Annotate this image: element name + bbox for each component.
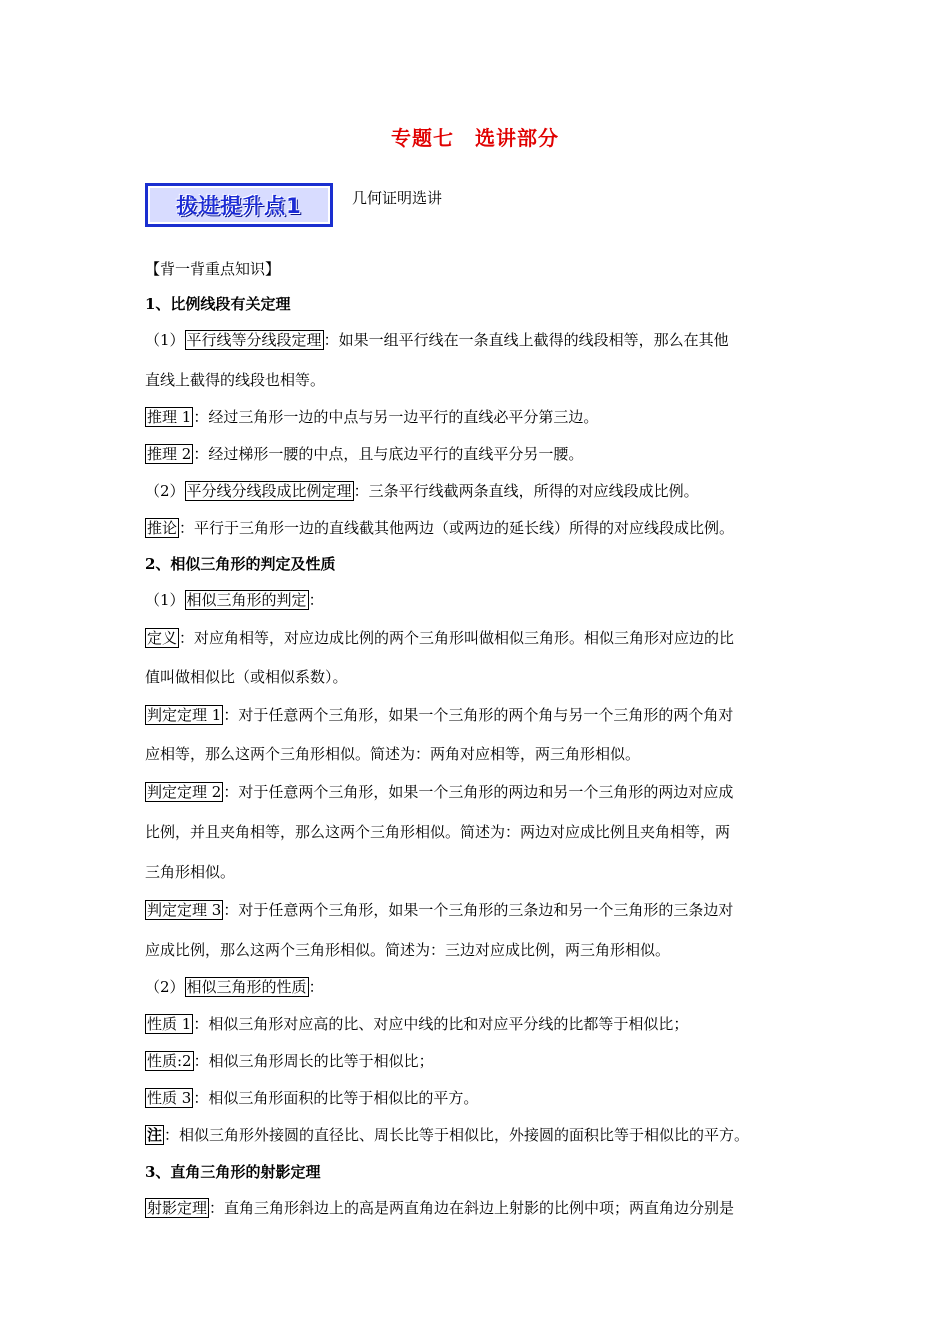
term-box: 判定定理 1 xyxy=(147,706,222,724)
section-caption: 几何证明选讲 xyxy=(352,189,443,207)
theorem-line: 判定定理 3 ：对于任意两个三角形，如果一个三角形的三条边和另一个三角形的三条边对 xyxy=(147,901,734,919)
theorem-line: （2） 平分线分线段成比例定理 ：三条平行线截两条直线，所得的对应线段成比例。 xyxy=(145,482,699,500)
theorem-line: 直线上截得的线段也相等。 xyxy=(145,371,326,389)
theorem-line: 推理 1 ：经过三角形一边的中点与另一边平行的直线必平分第三边。 xyxy=(147,408,599,426)
section-badge xyxy=(145,183,333,227)
note-box: 注 xyxy=(147,1126,163,1144)
term-box: 平行线等分线段定理 xyxy=(186,331,322,349)
theorem-line: 应成比例，那么这两个三角形相似。简述为：三边对应成比例，两三角形相似。 xyxy=(145,941,671,959)
term-box: 相似三角形的性质 xyxy=(186,978,307,996)
theorem-line: （2） 相似三角形的性质 ： xyxy=(145,978,324,996)
theorem-line: 射影定理 ：直角三角形斜边上的高是两直角边在斜边上射影的比例中项；两直角边分别是 xyxy=(147,1199,735,1217)
theorem-line: 性质:2 ：相似三角形周长的比等于相似比； xyxy=(147,1052,434,1070)
note-line: 注 ：相似三角形外接圆的直径比、周长比等于相似比，外接圆的面积比等于相似比的平方。 xyxy=(147,1126,750,1144)
theorem-line: 性质 3 ：相似三角形面积的比等于相似比的平方。 xyxy=(147,1089,479,1107)
theorem-line: 性质 1 ：相似三角形对应高的比、对应中线的比和对应平分线的比都等于相似比； xyxy=(147,1015,689,1033)
term-box: 性质:2 xyxy=(147,1052,192,1070)
term-box: 平分线分线段成比例定理 xyxy=(186,482,352,500)
section-badge-inner xyxy=(148,186,330,224)
term-box: 推理 1 xyxy=(147,408,192,426)
section-heading-3: 3、直角三角形的射影定理 xyxy=(145,1163,321,1181)
theorem-line: 推论 ：平行于三角形一边的直线截其他两边（或两边的延长线）所得的对应线段成比例。 xyxy=(147,519,735,537)
term-box: 推论 xyxy=(147,519,178,537)
theorem-line: 推理 2 ：经过梯形一腰的中点，且与底边平行的直线平分另一腰。 xyxy=(147,445,584,463)
theorem-line: （1） 相似三角形的判定 ： xyxy=(145,591,324,609)
term-box: 推理 2 xyxy=(147,445,192,463)
theorem-line: 应相等，那么这两个三角形相似。简述为：两角对应相等，两三角形相似。 xyxy=(145,745,641,763)
theorem-line: 判定定理 1 ：对于任意两个三角形，如果一个三角形的两个角与另一个三角形的两个角对 xyxy=(147,706,734,724)
page-title: 专题七 选讲部分 xyxy=(391,126,559,150)
theorem-line: 值叫做相似比（或相似系数）。 xyxy=(145,668,348,686)
term-box: 相似三角形的判定 xyxy=(186,591,307,609)
section-heading-1: 1、比例线段有关定理 xyxy=(145,295,291,313)
theorem-line: 比例，并且夹角相等，那么这两个三角形相似。简述为：两边对应成比例且夹角相等，两 xyxy=(145,823,731,841)
term-box: 性质 1 xyxy=(147,1015,192,1033)
section-heading-2: 2、相似三角形的判定及性质 xyxy=(145,555,336,573)
term-box: 判定定理 2 xyxy=(147,783,222,801)
section-badge-text: 拔进提升点1 xyxy=(176,194,302,218)
knowledge-heading: 【背一背重点知识】 xyxy=(145,260,281,278)
theorem-line: 定义 ：对应角相等，对应边成比例的两个三角形叫做相似三角形。相似三角形对应边的比 xyxy=(147,629,735,647)
theorem-line: （1） 平行线等分线段定理 ：如果一组平行线在一条直线上截得的线段相等，那么在其他 xyxy=(145,331,729,349)
term-box: 判定定理 3 xyxy=(147,901,222,919)
term-box: 定义 xyxy=(147,629,178,647)
term-box: 性质 3 xyxy=(147,1089,192,1107)
theorem-line: 判定定理 2 ：对于任意两个三角形，如果一个三角形的两边和另一个三角形的两边对应成 xyxy=(147,783,734,801)
term-box: 射影定理 xyxy=(147,1199,208,1217)
theorem-line: 三角形相似。 xyxy=(145,863,236,881)
